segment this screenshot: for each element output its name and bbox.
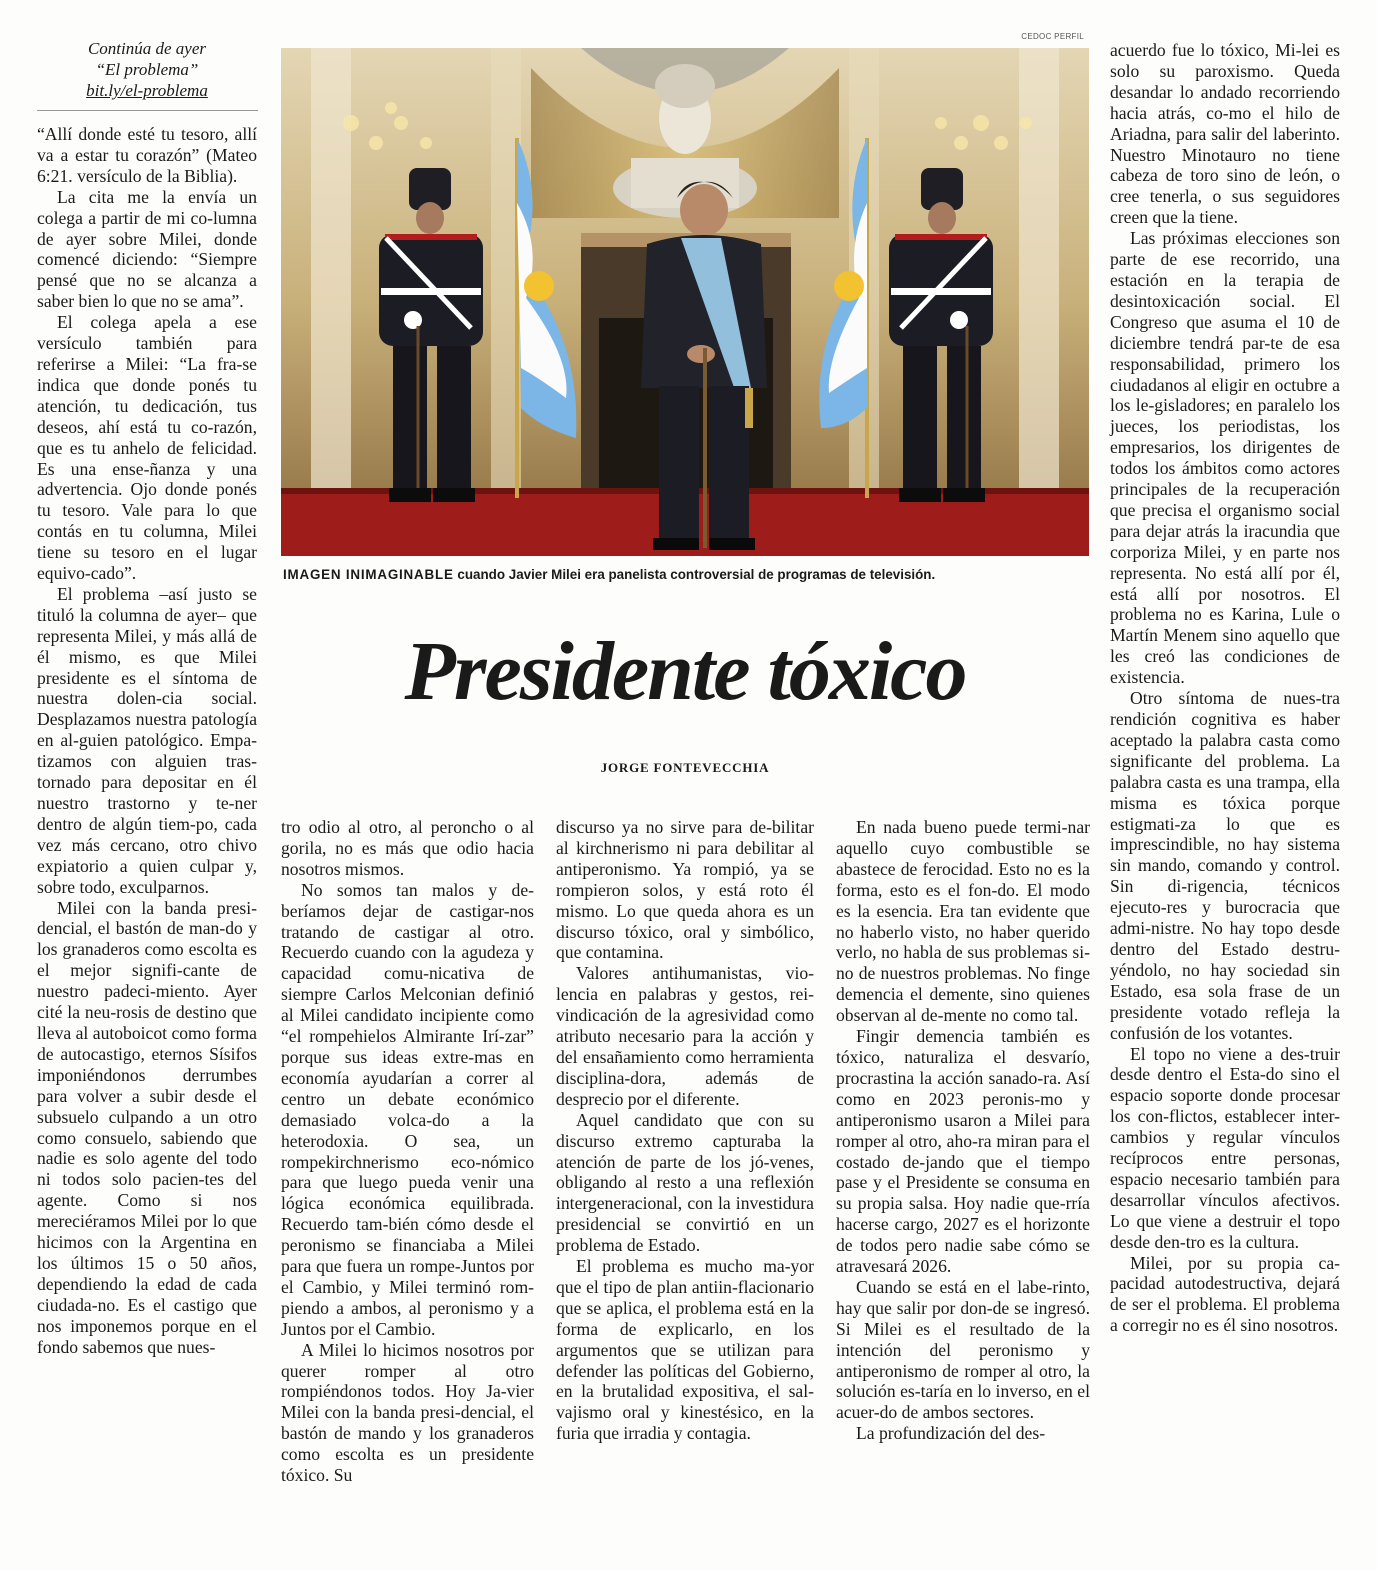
article-column-4: [836, 817, 1090, 1444]
caption-text: cuando Javier Milei era panelista controversial de programas de televisión.: [453, 567, 936, 582]
paragraph: No somos tan malos y de-beríamos dejar de castigar-nos tratando de castigar al otro. Recuerdo cuando con la agudeza y capacidad comu-nicativa de siempre Carlos Melconian definió al Milei candidato incipiente como “el rompehielos Almirante Irí-zar” porque sus ideas extre-mas en economía ayudarían a correr al centro un debate económico demasiado volca-do a la heterodoxia. O sea, un rompekirchnerismo eco-nómico para que luego pueda venir una lógica económica equilibrada. Recuerdo tam-bién cómo desde el peronismo se financiaba a Milei para que fuera un rompe-Juntos por el Cambio, y Milei terminó rom-piendo a ambos, al peronismo y a Juntos por el Cambio.: [281, 879, 534, 1339]
paragraph: Otro síntoma de nues-tra rendición cognitiva es haber aceptado la palabra casta como significante del problema. La palabra casta es una trampa, ella misma es tóxica porque estigmati-za lo que es imprescindible, no hay sistema sin mando, comando y control. Sin di-rigencia, técnicos ejecuto-res y burocracia que admi-nistre. No hay topo desde dentro del Estado destru-yéndolo, no hay sociedad sin Estado, esa sola frase de un presidente votado refleja la confusión de los votantes.: [1110, 688, 1340, 1043]
article-column-3: [556, 817, 814, 1444]
byline: JORGE FONTEVECCHIA: [600, 760, 770, 775]
photo-credit: CEDOC PERFIL: [1021, 32, 1084, 41]
paragraph: Cuando se está en el labe-rinto, hay que salir por don-de se ingresó. Si Milei es el resultado de la intención del peronismo y antiperonismo de romper al otro, la solución es-taría en lo inverso, en el acuer-do de ambos sectores.: [836, 1276, 1090, 1423]
paragraph: El problema –así justo se tituló la columna de ayer– que representa Milei, y más allá de él mismo, es que Milei presidente es el síntoma de nuestra dolen-cia social. Desplazamos nuestra patología en al-guien patológico. Empa-tizamos con alguien tras-tornado para depositar en él nuestro trastorno y te-ner dentro de algún tiem-po, cada vez más cercano, otro chivo expiatorio a quien culpar y, sobre todo, exculparnos.: [37, 583, 257, 897]
article-photo: [281, 48, 1089, 556]
paragraph: El topo no viene a des-truir desde dentro el Esta-do sino el espacio soporte donde procesar los con-flictos, establecer inter-cambios y regular vínculos recíprocos entre personas, espacio necesario también para desarrollar vínculos afectivos. Lo que viene a destruir el topo desde den-tro es la cultura.: [1110, 1043, 1340, 1252]
article-column-5: [1110, 40, 1340, 1336]
paragraph: Las próximas elecciones son parte de ese recorrido, una estación en la terapia de desintoxicación social. El Congreso que asuma el 10 de diciembre tendrá par-te de esa responsabilidad, primero los ciudadanos al eligir en octubre a los le-gisladores; en paralelo los jueces, los periodistas, los empresarios, los dirigentes de todos los ámbitos como actores principales de la recuperación que precisa el organismo social para dejar atrás la iracundia que corporiza Milei, y en parte nos representa. No está allí por él, está allí por nosotros. El problema no es Karina, Lule o Martín Menem sino aquello que les creó las condiciones de existencia.: [1110, 228, 1340, 688]
article-column-2: [281, 817, 534, 1486]
paragraph: Milei, por su propia ca-pacidad autodestructiva, dejará de ser el problema. El problema a corregir no es él sino nosotros.: [1110, 1252, 1340, 1336]
paragraph: acuerdo fue lo tóxico, Mi-lei es solo su paroxismo. Queda desandar lo andado recorriendo hacia atrás, co-mo el hilo de Ariadna, para salir del laberinto. Nuestro Minotauro no tiene cabeza de toro sino de león, o cree tenerla, o sus seguidores creen que la tiene.: [1110, 40, 1340, 228]
paragraph: La cita me la envía un colega a partir de mi co-lumna de ayer sobre Milei, donde comencé diciendo: “Siempre pensé que no se alcanza a saber bien lo que no se ama”.: [37, 186, 257, 312]
paragraph: Aquel candidato que con su discurso extremo capturaba la atención de parte de los jó-venes, obligando al resto a una reflexión intergeneracional, con la investidura presidencial se convirtió en un problema de Estado.: [556, 1109, 814, 1256]
paragraph: El problema es mucho ma-yor que el tipo de plan antiin-flacionario que se aplica, el problema está en la forma de explicarlo, en los argumentos que se utilizan para defender las políticas del Gobierno, en la brutalidad expositiva, el sal-vajismo oral y kinestésico, en la furia que irradia y contagia.: [556, 1256, 814, 1444]
previous-column-title: “El problema”: [95, 60, 199, 79]
paragraph: La profundización del des-: [856, 1423, 1046, 1444]
paragraph: Milei con la banda presi-dencial, el bastón de man-do y los granaderos como escolta es el mejor signifi-cante de nuestro padeci-miento. Ayer cité la neu-rosis de destino que lleva al autoboicot como forma de autocastigo, eternos Sísifos imponiéndonos derrumbes para volver a subir desde el subsuelo culpando a un otro como consuelo, sabiendo que nadie es solo agente del todo ni todos solo pacien-tes del agente. Como si nos mereciéramos Milei por lo que hicimos con la Argentina en los últimos 15 o 50 años, dependiendo la edad de cada ciudada-no. Es el castigo que nos imponemos porque en el fondo sabemos que nues-: [37, 897, 257, 1357]
paragraph: En nada bueno puede termi-nar aquello cuyo combustible se abastece de ferocidad. Esto no es la forma, esto es el fon-do. El modo es la esencia. Era tan evidente que no haberlo visto, no haber querido verlo, no habla de sus problemas si-no de nuestros problemas. No finge demencia el demente, sino quienes observan al de-mente no como tal.: [836, 817, 1090, 1026]
continued-label: Continúa de ayer: [87, 39, 207, 58]
paragraph: Fingir demencia también es tóxico, naturaliza el desvarío, procrastina la acción sanado-ra. Así como en 2023 peronis-mo y antiperonismo usaron a Milei para romper al otro, aho-ra miran para el costado de-jando que el tiempo pase y el Presidente se consuma en su propia salsa. Hoy nadie que-rría hacerse cargo, 2027 es el horizonte de todos pero nadie sabe cómo se atravesará 2026.: [836, 1026, 1090, 1277]
photo-caption: [283, 566, 1089, 583]
paragraph: “Allí donde esté tu tesoro, allí va a estar tu corazón” (Mateo 6:21. versículo de la Biblia).: [37, 124, 257, 186]
paragraph: A Milei lo hicimos nosotros por querer romper al otro rompiéndonos todos. Hoy Ja-vier Milei con la banda presi-dencial, el bastón de mando y los granaderos como escolta es un presidente tóxico. Su: [281, 1339, 534, 1486]
ceremony-illustration: [281, 48, 1089, 556]
paragraph: discurso ya no sirve para de-bilitar al kirchnerismo ni para debilitar al antiperonismo. Ya rompió, ya se rompieron solos, y está roto él mismo. Lo que queda ahora es un discurso tóxico, oral y simbólico, que contamina.: [556, 817, 814, 963]
paragraph: Valores antihumanistas, vio-lencia en palabras y gestos, rei-vindicación de la agresividad como atributo necesario para la acción y del ensañamiento como herramienta disciplina-dora, además de desprecio por el diferente.: [556, 963, 814, 1109]
continued-from-notice: [37, 38, 257, 101]
previous-column-link[interactable]: bit.ly/el-problema: [86, 81, 208, 100]
article-column-1: [37, 124, 257, 1357]
paragraph: El colega apela a ese versículo también para referirse a Milei: “La fra-se indica que donde ponés tu atención, tu dedicación, tus deseos, ahí está tu co-razón, que es tu anhelo de felicidad. Es una ense-ñanza y una advertencia. Ojo donde ponés tu tesoro. Vale para lo que contás en tu columna, Milei tiene su tesoro en el lugar equivo-cado”.: [37, 312, 257, 584]
divider: [37, 110, 258, 111]
caption-lead: IMAGEN INIMAGINABLE: [283, 567, 454, 582]
paragraph: tro odio al otro, al peroncho o al gorila, no es más que odio hacia nosotros mismos.: [281, 817, 534, 879]
headline: Presidente tóxico: [404, 625, 966, 718]
